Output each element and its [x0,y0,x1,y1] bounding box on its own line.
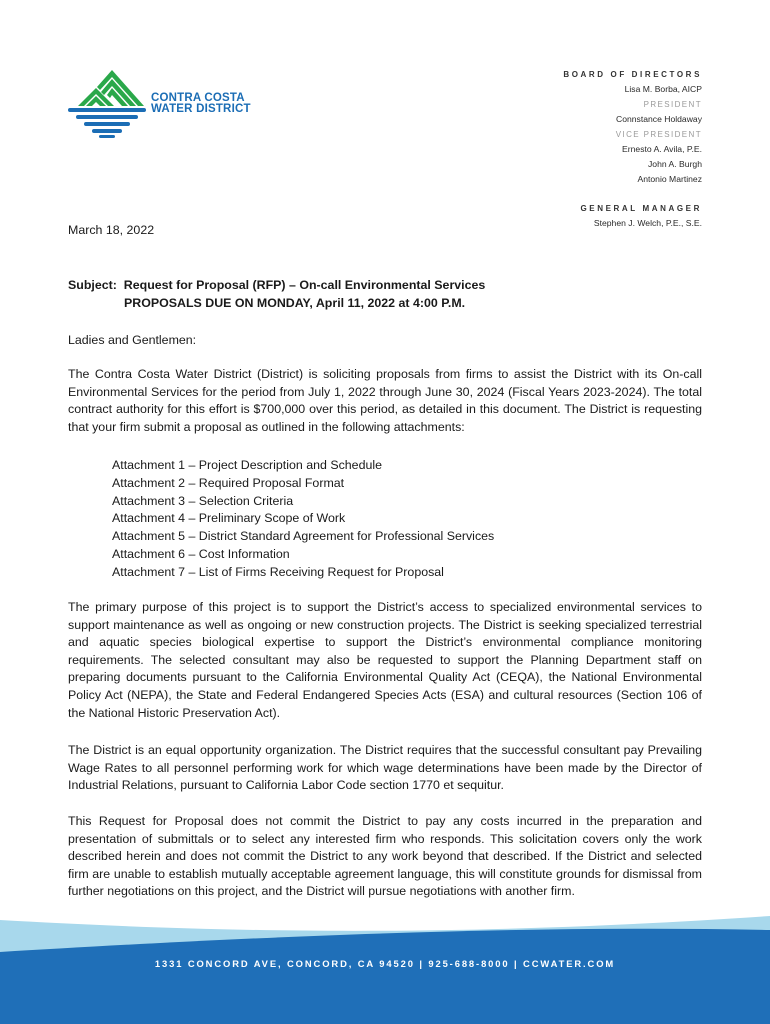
list-item: Attachment 2 – Required Proposal Format [112,475,345,490]
general-manager-heading: GENERAL MANAGER [580,204,702,213]
logo-wordmark [151,93,251,115]
board-member-name: Antonio Martinez [637,174,702,184]
board-member-name: Connstance Holdaway [616,114,702,124]
paragraph-equal-opportunity: The District is an equal opportunity organization. The District requires that the successful consultant pay Prevailing Wage Rates to all personnel performing work for which wage determinations have been made by the Director of Industrial Relations, pursuant to California Labor Code section 1770 et sequitur. [68,743,702,793]
paragraph-intro: The Contra Costa Water District (District) is soliciting proposals from firms to assist the District with its On-call Environmental Services for the period from July 1, 2022 through June 30, 2024 (Fiscal Years 2023-2024). The total contract authority for this effort is $700,000 over this period, as detailed in this document. The District is requesting that your firm submit a proposal as outlined in the following attachments: [68,367,702,434]
list-item: Attachment 4 – Preliminary Scope of Work [112,511,346,526]
logo-line-1: CONTRA COSTA [151,92,245,104]
board-member-title: PRESIDENT [643,100,702,109]
board-of-directors-block [563,67,702,231]
mountain-water-logo-icon [66,68,146,140]
board-member-title: VICE PRESIDENT [615,130,702,139]
list-item: Attachment 1 – Project Description and Schedule [112,458,382,472]
district-logo [66,68,256,140]
subject-line-2: PROPOSALS DUE ON MONDAY, April 11, 2022 at 4:00 P.M. [124,295,466,310]
subject-line-1: Request for Proposal (RFP) – On-call Environmental Services [123,278,486,292]
footer-address: 1331 CONCORD AVE, CONCORD, CA 94520 | 925-688-8000 | CCWATER.COM [154,958,616,969]
letter-date: March 18, 2022 [68,223,155,237]
paragraph-disclaimer: This Request for Proposal does not commit the District to pay any costs incurred in the preparation and presentation of submittals or to select any interested firm who responds. This solicitation covers only the work described herein and does not commit the District to any work beyond that described. If the District and selected firm are unable to establish mutually acceptable agreement language, this will constitute grounds for dismissal from further negotiations on this project, and the District will pursue negotiations with another firm. [68,814,702,899]
attachment-list [112,457,494,582]
board-heading: BOARD OF DIRECTORS [563,70,702,79]
subject-label: Subject [68,278,113,292]
list-item: Attachment 7 – List of Firms Receiving Request for Proposal [112,564,444,579]
list-item: Attachment 3 – Selection Criteria [112,493,294,508]
board-member-name: John A. Burgh [648,159,702,169]
paragraph-purpose: The primary purpose of this project is to support the District’s access to specialized environmental services to support maintenance as well as ongoing or new construction projects. The District is seeking specialized terrestrial and aquatic species biological expertise to support the District’s environmental compliance monitoring requirements. The selected consultant may also be requested to support the Planning Department staff on preparing documents pursuant to the California Environmental Quality Act (CEQA), the National Environmental Policy Act (NEPA), the State and Federal Endangered Species Acts (ESA) and cultural resources (Section 106 of the National Historic Preservation Act). [68,600,702,720]
salutation: Ladies and Gentlemen: [68,333,197,347]
list-item: Attachment 6 – Cost Information [112,546,290,561]
logo-line-2: WATER DISTRICT [151,103,251,115]
letter-subject: Subject: Request for Proposal (RFP) – On-call Environmental Services PROPOSALS DUE ON MONDAY, April 11, 2022 at 4:00 P.M. [68,277,702,312]
general-manager-name: Stephen J. Welch, P.E., S.E. [593,218,702,228]
board-member-name: Lisa M. Borba, AICP [624,84,702,94]
board-member-name: Ernesto A. Avila, P.E. [622,144,702,154]
list-item: Attachment 5 – District Standard Agreement for Professional Services [112,529,495,544]
